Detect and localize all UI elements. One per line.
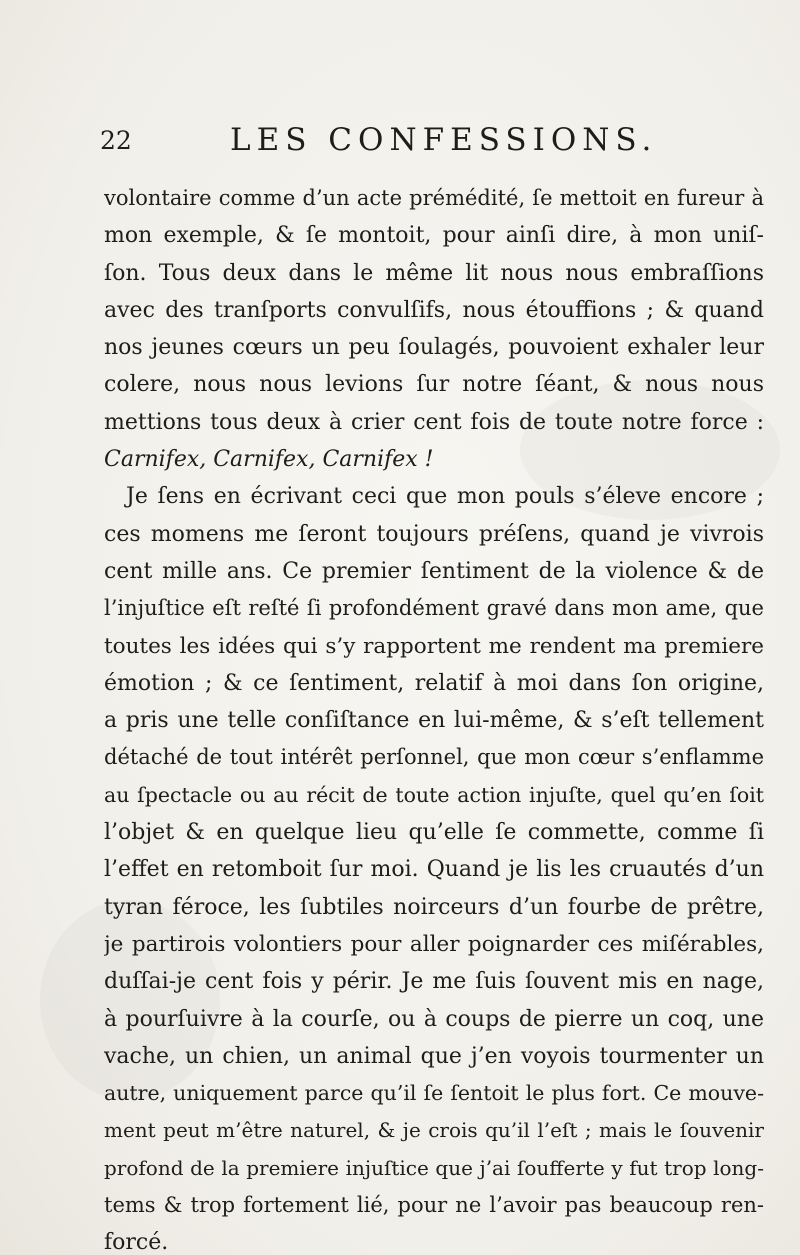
page-header bbox=[100, 122, 660, 162]
text-line: l’objet & en quelque lieu qu’elle ſe commette, comme ſi bbox=[104, 820, 764, 846]
text-line: autre, uniquement parce qu’il ſe ſentoit le plus fort. Ce mouve- bbox=[104, 1081, 764, 1106]
body-text bbox=[104, 180, 764, 1255]
text-line: a pris une telle conſiſtance en lui-même, & s’eſt tellement bbox=[104, 708, 764, 734]
text-line: toutes les idées qui s’y rapportent me rendent ma premiere bbox=[104, 633, 764, 659]
text-line: colere, nous nous levions ſur notre ſéant, & nous nous bbox=[104, 372, 764, 398]
text-line: mon exemple, & ſe montoit, pour ainſi dire, à mon uniſ- bbox=[104, 223, 764, 249]
text-line: à pourſuivre à la courſe, ou à coups de pierre un coq, une bbox=[104, 1006, 764, 1032]
text-line: ſon. Tous deux dans le même lit nous nous embraſſions bbox=[104, 260, 764, 286]
text-line: émotion ; & ce ſentiment, relatif à moi dans ſon origine, bbox=[104, 670, 764, 696]
text-line: tyran féroce, les ſubtiles noirceurs d’un fourbe de prêtre, bbox=[104, 894, 764, 920]
text-line: je partirois volontiers pour aller poignarder ces miſérables, bbox=[104, 931, 764, 957]
text-line: volontaire comme d’un acte prémédité, ſe mettoit en fureur à bbox=[104, 186, 764, 210]
page-number: 22 bbox=[100, 126, 132, 155]
running-title: LES CONFESSIONS. bbox=[230, 122, 658, 158]
text-line: au ſpectacle ou au récit de toute action injuſte, quel qu’en ſoit bbox=[104, 782, 764, 807]
text-line-final: forcé. bbox=[104, 1230, 169, 1255]
text-line: ces momens me ſeront toujours préſens, quand je vivrois bbox=[104, 521, 764, 547]
text-line-paragraph-start: Je ſens en écrivant ceci que mon pouls s’éleve encore ; bbox=[126, 484, 764, 510]
text-line: duſſai-je cent fois y périr. Je me ſuis ſouvent mis en nage, bbox=[104, 969, 764, 995]
text-line: l’injuſtice eſt reſté ſi profondément gravé dans mon ame, que bbox=[104, 596, 764, 621]
text-line: détaché de tout intérêt perſonnel, que mon cœur s’enflamme bbox=[104, 745, 764, 770]
text-line: cent mille ans. Ce premier ſentiment de la violence & de bbox=[104, 558, 764, 584]
text-line: avec des tranſports convulſifs, nous étouffions ; & quand bbox=[104, 297, 764, 323]
text-line: ment peut m’être naturel, & je crois qu’il l’eſt ; mais le ſouvenir bbox=[104, 1118, 764, 1143]
text-line: profond de la premiere injuſtice que j’ai ſoufferte y fut trop long- bbox=[104, 1155, 764, 1180]
text-line: tems & trop fortement lié, pour ne l’avoir pas beaucoup ren- bbox=[104, 1193, 764, 1218]
text-line: nos jeunes cœurs un peu ſoulagés, pouvoient exhaler leur bbox=[104, 335, 764, 361]
text-line-exclamation: Carnifex, Carnifex, Carnifex ! bbox=[104, 447, 434, 473]
text-line: mettions tous deux à crier cent fois de toute notre force : bbox=[104, 409, 764, 435]
text-line: vache, un chien, un animal que j’en voyois tourmenter un bbox=[104, 1043, 764, 1069]
text-line: l’effet en retomboit ſur moi. Quand je lis les cruautés d’un bbox=[104, 857, 764, 883]
